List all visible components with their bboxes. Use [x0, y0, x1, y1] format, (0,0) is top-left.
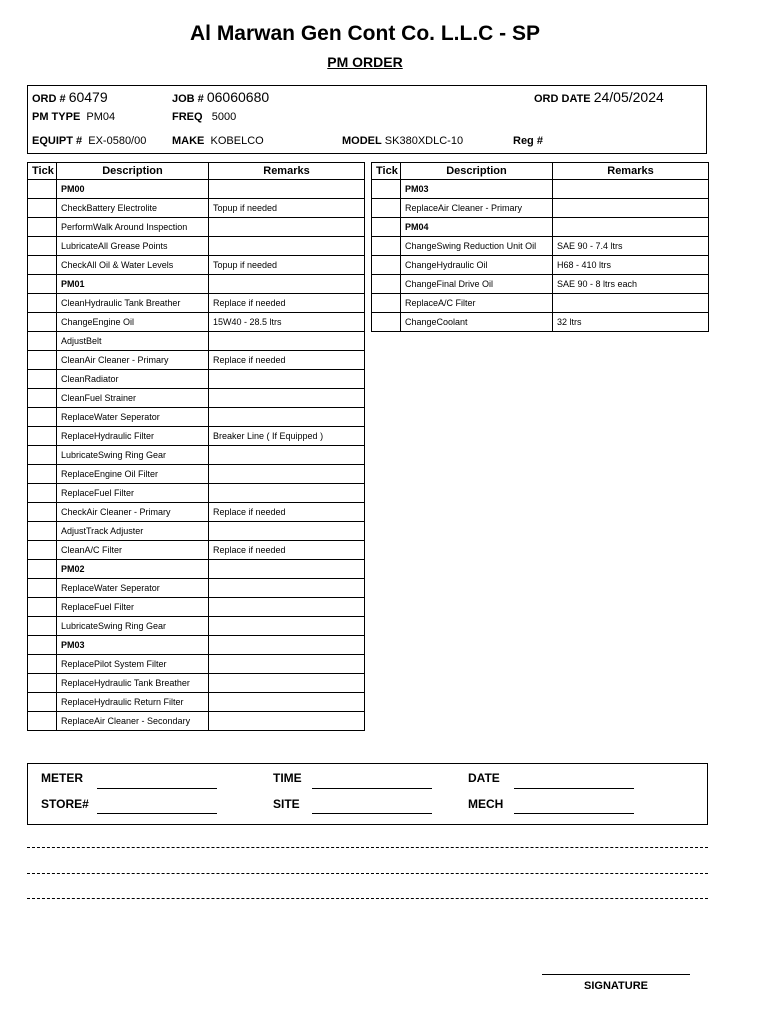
tick-checkbox[interactable] [28, 522, 57, 541]
job-field [172, 89, 269, 105]
left-checklist-table [27, 162, 365, 731]
notes-line-1[interactable] [27, 847, 708, 848]
tick-checkbox[interactable] [28, 294, 57, 313]
task-description: PerformWalk Around Inspection [57, 218, 209, 237]
left-header-row [28, 163, 365, 180]
table-row [28, 351, 365, 370]
freq-value: 5000 [211, 111, 237, 123]
pm-type-value: PM04 [86, 111, 116, 123]
table-row [28, 522, 365, 541]
task-remarks [209, 237, 365, 256]
signature-line[interactable] [542, 974, 690, 975]
task-remarks: SAE 90 - 7.4 ltrs [553, 237, 709, 256]
table-row [28, 408, 365, 427]
task-remarks [209, 712, 365, 731]
task-remarks: 32 ltrs [553, 313, 709, 332]
task-description: ReplaceAir Cleaner - Primary [401, 199, 553, 218]
make-label: MAKE [172, 135, 205, 147]
task-remarks: Breaker Line ( If Equipped ) [209, 427, 365, 446]
task-remarks: Topup if needed [209, 199, 365, 218]
tick-checkbox[interactable] [28, 674, 57, 693]
equipt-value: EX-0580/00 [88, 135, 147, 147]
task-remarks: Replace if needed [209, 503, 365, 522]
tick-checkbox[interactable] [28, 351, 57, 370]
model-value: SK380XDLC-10 [384, 135, 464, 147]
task-description: ReplaceWater Seperator [57, 408, 209, 427]
make-value: KOBELCO [210, 135, 264, 147]
task-remarks [209, 579, 365, 598]
task-description: ReplaceA/C Filter [401, 294, 553, 313]
task-description: LubricateSwing Ring Gear [57, 617, 209, 636]
task-remarks [209, 370, 365, 389]
section-heading: PM04 [401, 218, 553, 237]
task-description: ChangeEngine Oil [57, 313, 209, 332]
task-description: ChangeSwing Reduction Unit Oil [401, 237, 553, 256]
tick-checkbox[interactable] [28, 389, 57, 408]
task-remarks [209, 617, 365, 636]
table-row [372, 218, 709, 237]
table-row [28, 617, 365, 636]
task-description: ReplaceWater Seperator [57, 579, 209, 598]
tick-checkbox[interactable] [28, 370, 57, 389]
task-remarks [209, 465, 365, 484]
task-description: ChangeCoolant [401, 313, 553, 332]
form-title: PM ORDER [327, 54, 403, 70]
task-remarks: Replace if needed [209, 541, 365, 560]
table-row [372, 237, 709, 256]
site-input-line[interactable] [312, 813, 432, 814]
task-description: ChangeFinal Drive Oil [401, 275, 553, 294]
freq-label: FREQ [172, 111, 203, 123]
tick-checkbox[interactable] [28, 503, 57, 522]
reg-label: Reg # [513, 135, 543, 147]
table-row [28, 655, 365, 674]
tick-checkbox[interactable] [28, 712, 57, 731]
table-row [28, 237, 365, 256]
task-description: ReplacePilot System Filter [57, 655, 209, 674]
tick-checkbox[interactable] [28, 199, 57, 218]
task-remarks [209, 560, 365, 579]
signature-label: SIGNATURE [584, 980, 648, 992]
task-description: CleanFuel Strainer [57, 389, 209, 408]
task-remarks: Replace if needed [209, 351, 365, 370]
tick-checkbox[interactable] [28, 275, 57, 294]
remarks-header: Remarks [209, 163, 365, 180]
task-description: CheckBattery Electrolite [57, 199, 209, 218]
meter-label: METER [41, 771, 83, 785]
ord-date-field [534, 89, 664, 105]
tick-checkbox[interactable] [28, 693, 57, 712]
right-header-row [372, 163, 709, 180]
table-row [28, 560, 365, 579]
section-heading: PM02 [57, 560, 209, 579]
table-row [28, 275, 365, 294]
ord-field [32, 89, 108, 105]
task-description: LubricateAll Grease Points [57, 237, 209, 256]
task-remarks: Topup if needed [209, 256, 365, 275]
task-remarks: SAE 90 - 8 ltrs each [553, 275, 709, 294]
freq-field [172, 111, 236, 123]
task-description: ReplaceEngine Oil Filter [57, 465, 209, 484]
tick-checkbox[interactable] [28, 313, 57, 332]
description-header: Description [401, 163, 553, 180]
table-row [372, 294, 709, 313]
model-field [342, 135, 463, 147]
task-description: AdjustBelt [57, 332, 209, 351]
table-row [28, 218, 365, 237]
table-row [372, 313, 709, 332]
tick-checkbox[interactable] [372, 199, 401, 218]
task-remarks [553, 199, 709, 218]
tick-checkbox[interactable] [28, 484, 57, 503]
task-remarks [553, 180, 709, 199]
tick-checkbox[interactable] [28, 465, 57, 484]
section-heading: PM01 [57, 275, 209, 294]
tick-checkbox[interactable] [28, 446, 57, 465]
date-input-line[interactable] [514, 788, 634, 789]
tick-checkbox[interactable] [28, 427, 57, 446]
task-description: LubricateSwing Ring Gear [57, 446, 209, 465]
table-row [28, 256, 365, 275]
footer-box [27, 763, 708, 825]
task-remarks [209, 332, 365, 351]
description-header: Description [57, 163, 209, 180]
order-header [27, 85, 707, 154]
store-input-line[interactable] [97, 813, 217, 814]
table-row [28, 503, 365, 522]
task-description: ReplaceHydraulic Return Filter [57, 693, 209, 712]
table-row [28, 674, 365, 693]
right-checklist-table [371, 162, 709, 332]
table-row [28, 598, 365, 617]
store-label: STORE# [41, 797, 89, 811]
table-row [28, 427, 365, 446]
task-remarks: Replace if needed [209, 294, 365, 313]
task-remarks [553, 218, 709, 237]
task-remarks [209, 636, 365, 655]
table-row [28, 484, 365, 503]
tick-checkbox[interactable] [28, 655, 57, 674]
pm-type-label: PM TYPE [32, 111, 81, 123]
tick-checkbox[interactable] [28, 256, 57, 275]
table-row [28, 370, 365, 389]
tick-checkbox[interactable] [28, 408, 57, 427]
task-description: CleanAir Cleaner - Primary [57, 351, 209, 370]
tick-checkbox[interactable] [372, 275, 401, 294]
table-row [372, 180, 709, 199]
table-row [28, 541, 365, 560]
task-remarks [209, 655, 365, 674]
task-remarks [209, 275, 365, 294]
meter-input-line[interactable] [97, 788, 217, 789]
section-heading: PM03 [401, 180, 553, 199]
table-row [28, 579, 365, 598]
tick-checkbox[interactable] [28, 180, 57, 199]
tick-checkbox[interactable] [28, 332, 57, 351]
task-description: ChangeHydraulic Oil [401, 256, 553, 275]
tick-checkbox[interactable] [28, 598, 57, 617]
task-description: CleanRadiator [57, 370, 209, 389]
task-description: CleanA/C Filter [57, 541, 209, 560]
table-row [28, 332, 365, 351]
task-description: ReplaceFuel Filter [57, 484, 209, 503]
time-input-line[interactable] [312, 788, 432, 789]
task-description: ReplaceFuel Filter [57, 598, 209, 617]
task-description: CheckAir Cleaner - Primary [57, 503, 209, 522]
tick-checkbox[interactable] [28, 541, 57, 560]
task-remarks [209, 674, 365, 693]
task-remarks [209, 446, 365, 465]
task-remarks [209, 598, 365, 617]
date-label: DATE [468, 771, 500, 785]
tick-checkbox[interactable] [28, 617, 57, 636]
ord-label: ORD # [32, 93, 66, 105]
tick-checkbox[interactable] [372, 218, 401, 237]
make-field [172, 135, 264, 147]
task-remarks: 15W40 - 28.5 ltrs [209, 313, 365, 332]
task-description: CheckAll Oil & Water Levels [57, 256, 209, 275]
task-remarks [209, 408, 365, 427]
table-row [28, 712, 365, 731]
task-remarks [209, 522, 365, 541]
table-row [28, 294, 365, 313]
table-row [28, 180, 365, 199]
site-label: SITE [273, 797, 300, 811]
equipt-field [32, 135, 146, 147]
remarks-header: Remarks [553, 163, 709, 180]
tick-checkbox[interactable] [372, 313, 401, 332]
task-remarks [209, 180, 365, 199]
tick-checkbox[interactable] [372, 256, 401, 275]
mech-label: MECH [468, 797, 504, 811]
task-description: ReplaceAir Cleaner - Secondary [57, 712, 209, 731]
ord-date-value: 24/05/2024 [593, 89, 664, 105]
mech-input-line[interactable] [514, 813, 634, 814]
reg-field [513, 135, 543, 147]
tick-checkbox[interactable] [28, 579, 57, 598]
table-row [28, 389, 365, 408]
equipt-label: EQUIPT # [32, 135, 83, 147]
tick-checkbox[interactable] [28, 636, 57, 655]
task-remarks [209, 218, 365, 237]
task-remarks [209, 389, 365, 408]
job-label: JOB # [172, 93, 204, 105]
task-remarks [209, 693, 365, 712]
table-row [28, 199, 365, 218]
tick-checkbox[interactable] [372, 180, 401, 199]
task-remarks [553, 294, 709, 313]
company-title: Al Marwan Gen Cont Co. L.L.C - SP [189, 22, 540, 45]
task-description: AdjustTrack Adjuster [57, 522, 209, 541]
table-row [28, 465, 365, 484]
table-row [372, 275, 709, 294]
table-row [28, 446, 365, 465]
ord-value: 60479 [68, 89, 108, 105]
table-row [28, 693, 365, 712]
job-value: 06060680 [206, 89, 270, 105]
table-row [28, 636, 365, 655]
task-description: ReplaceHydraulic Tank Breather [57, 674, 209, 693]
table-row [372, 256, 709, 275]
task-description: CleanHydraulic Tank Breather [57, 294, 209, 313]
section-heading: PM03 [57, 636, 209, 655]
pm-type-field [32, 111, 115, 123]
tick-checkbox[interactable] [28, 237, 57, 256]
tick-header: Tick [372, 163, 401, 180]
table-row [372, 199, 709, 218]
tick-checkbox[interactable] [28, 560, 57, 579]
notes-line-2[interactable] [27, 873, 708, 874]
task-remarks [209, 484, 365, 503]
tick-header: Tick [28, 163, 57, 180]
tick-checkbox[interactable] [372, 294, 401, 313]
tick-checkbox[interactable] [372, 237, 401, 256]
time-label: TIME [273, 771, 302, 785]
task-description: ReplaceHydraulic Filter [57, 427, 209, 446]
tick-checkbox[interactable] [28, 218, 57, 237]
table-row [28, 313, 365, 332]
model-label: MODEL [342, 135, 382, 147]
task-remarks: H68 - 410 ltrs [553, 256, 709, 275]
ord-date-label: ORD DATE [534, 93, 591, 105]
notes-line-3[interactable] [27, 898, 708, 899]
section-heading: PM00 [57, 180, 209, 199]
